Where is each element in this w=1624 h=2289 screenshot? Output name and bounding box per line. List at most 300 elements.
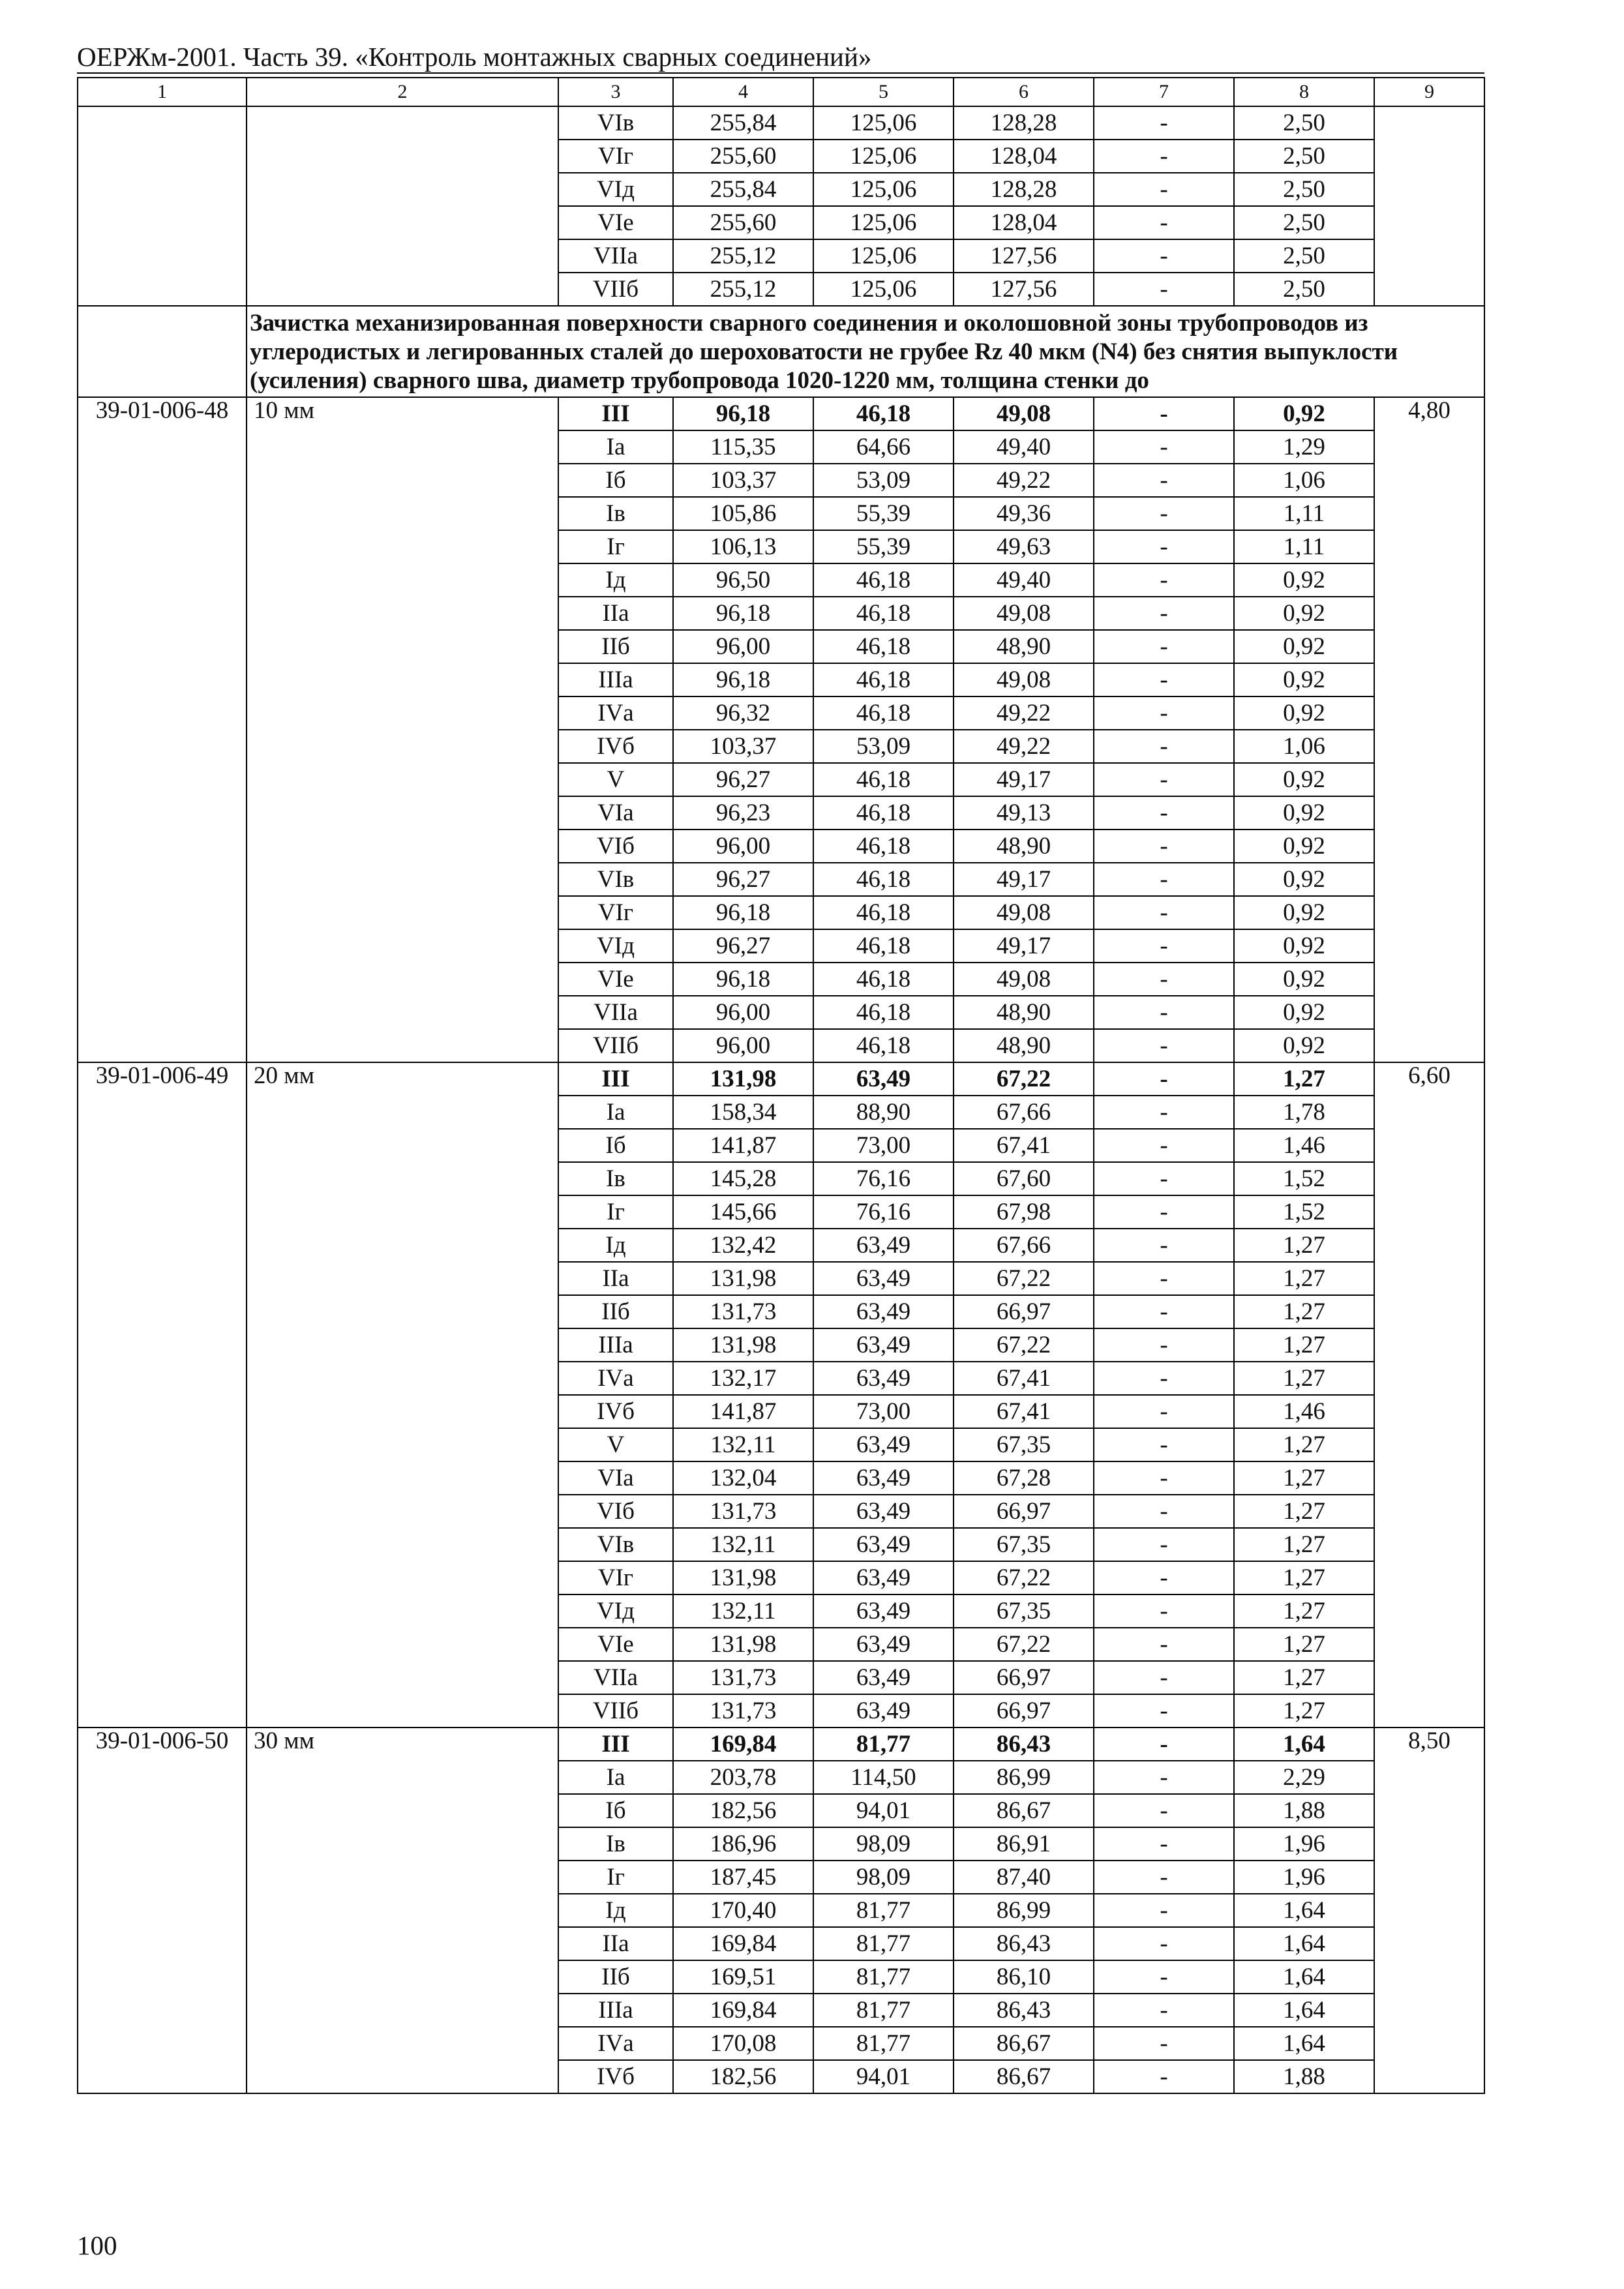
subcode-cell: IIIа [558, 1328, 673, 1362]
value-cell: 67,41 [954, 1362, 1094, 1395]
value-cell: 49,08 [954, 896, 1094, 929]
value-cell: 49,22 [954, 696, 1094, 730]
value-cell: 67,41 [954, 1129, 1094, 1162]
subcode-cell: IVа [558, 696, 673, 730]
value-cell: 66,97 [954, 1661, 1094, 1694]
value-cell: 86,67 [954, 2027, 1094, 2060]
value-cell: - [1094, 273, 1234, 306]
section-empty-cell [78, 306, 247, 397]
value-cell: 128,28 [954, 173, 1094, 206]
value-cell: 0,92 [1234, 563, 1374, 597]
subcode-cell: VIа [558, 796, 673, 830]
value-cell: 169,51 [673, 1960, 813, 1994]
value-cell: 46,18 [813, 630, 954, 663]
value-cell: 48,90 [954, 630, 1094, 663]
value-cell: - [1094, 1096, 1234, 1129]
table-row [78, 1062, 1484, 1096]
page-header-title: ОЕРЖм-2001. Часть 39. «Контроль монтажных сварных соединений» [77, 42, 872, 72]
value-cell: - [1094, 206, 1234, 239]
value-cell: - [1094, 963, 1234, 996]
value-cell: 106,13 [673, 530, 813, 563]
value-cell: 1,46 [1234, 1129, 1374, 1162]
subcode-cell: VIг [558, 140, 673, 173]
value-cell: 46,18 [813, 696, 954, 730]
value-cell: - [1094, 1195, 1234, 1229]
value-cell: 63,49 [813, 1694, 954, 1728]
subcode-cell: VIб [558, 830, 673, 863]
subcode-cell: Iа [558, 1761, 673, 1794]
value-cell: 141,87 [673, 1129, 813, 1162]
value-cell: 1,96 [1234, 1827, 1374, 1861]
subcode-cell: IIа [558, 1262, 673, 1295]
value-cell: 63,49 [813, 1661, 954, 1694]
value-cell: 86,67 [954, 2060, 1094, 2093]
wall-thickness: 20 мм [247, 1062, 558, 1728]
value-cell: 73,00 [813, 1129, 954, 1162]
subcode-cell: Iв [558, 497, 673, 530]
value-cell: - [1094, 1229, 1234, 1262]
value-cell: 128,04 [954, 140, 1094, 173]
col9-value: 4,80 [1374, 397, 1484, 1062]
value-cell: 67,28 [954, 1461, 1094, 1495]
value-cell: 94,01 [813, 2060, 954, 2093]
value-cell: 132,11 [673, 1594, 813, 1628]
subcode-cell: Iд [558, 563, 673, 597]
value-cell: 86,91 [954, 1827, 1094, 1861]
value-cell: - [1094, 663, 1234, 696]
section-title: Зачистка механизированная поверхности сварного соединения и околошовной зоны трубопроводов из углеродистых и легированных сталей до шероховатости не грубее Rz 40 мкм (N4) без снятия выпуклости (усиления) сварного шва, диаметр трубопровода 1020-1220 мм, толщина стенки до [247, 306, 1484, 397]
value-cell: 131,98 [673, 1561, 813, 1594]
value-cell: 132,11 [673, 1428, 813, 1461]
value-cell: 81,77 [813, 2027, 954, 2060]
value-cell: 96,00 [673, 996, 813, 1029]
subcode-cell: Iб [558, 464, 673, 497]
value-cell: 132,04 [673, 1461, 813, 1495]
value-cell: 125,06 [813, 140, 954, 173]
value-cell: 105,86 [673, 497, 813, 530]
subcode-cell: VIIа [558, 996, 673, 1029]
value-cell: - [1094, 1628, 1234, 1661]
value-cell: 187,45 [673, 1861, 813, 1894]
value-cell: - [1094, 929, 1234, 963]
table-row [78, 397, 1484, 430]
subcode-cell: IIIа [558, 1994, 673, 2027]
value-cell: 145,66 [673, 1195, 813, 1229]
subcode-cell: III [558, 1062, 673, 1096]
column-number: 1 [78, 78, 247, 106]
table-row [78, 1728, 1484, 1761]
value-cell: 131,98 [673, 1262, 813, 1295]
value-cell: - [1094, 1129, 1234, 1162]
value-cell: 1,11 [1234, 530, 1374, 563]
column-number: 7 [1094, 78, 1234, 106]
wall-thickness: 10 мм [247, 397, 558, 1062]
value-cell: 49,22 [954, 730, 1094, 763]
value-cell: 0,92 [1234, 597, 1374, 630]
value-cell: 66,97 [954, 1694, 1094, 1728]
value-cell: 169,84 [673, 1728, 813, 1761]
subcode-cell: V [558, 763, 673, 796]
value-cell: 128,28 [954, 106, 1094, 140]
value-cell: 132,17 [673, 1362, 813, 1395]
value-cell: - [1094, 1162, 1234, 1195]
subcode-cell: VIд [558, 929, 673, 963]
subcode-cell: VIв [558, 1528, 673, 1561]
value-cell: 114,50 [813, 1761, 954, 1794]
value-cell: - [1094, 896, 1234, 929]
value-cell: - [1094, 1528, 1234, 1561]
value-cell: 96,18 [673, 397, 813, 430]
subcode-cell: Iд [558, 1894, 673, 1927]
value-cell: 0,92 [1234, 397, 1374, 430]
value-cell: 67,22 [954, 1262, 1094, 1295]
value-cell: 132,11 [673, 1528, 813, 1561]
value-cell: 96,00 [673, 1029, 813, 1062]
value-cell: 1,46 [1234, 1395, 1374, 1428]
value-cell: 67,98 [954, 1195, 1094, 1229]
value-cell: 46,18 [813, 863, 954, 896]
value-cell: 1,64 [1234, 1728, 1374, 1761]
value-cell: 128,04 [954, 206, 1094, 239]
value-cell: 46,18 [813, 1029, 954, 1062]
value-cell: 125,06 [813, 106, 954, 140]
value-cell: 63,49 [813, 1628, 954, 1661]
subcode-cell: VIа [558, 1461, 673, 1495]
value-cell: 63,49 [813, 1428, 954, 1461]
value-cell: - [1094, 464, 1234, 497]
subcode-cell: Iа [558, 1096, 673, 1129]
value-cell: 2,50 [1234, 206, 1374, 239]
value-cell: - [1094, 1395, 1234, 1428]
value-cell: 46,18 [813, 563, 954, 597]
value-cell: 46,18 [813, 796, 954, 830]
subcode-cell: Iг [558, 1195, 673, 1229]
rate-code: 39-01-006-50 [78, 1728, 247, 2093]
value-cell: 86,67 [954, 1794, 1094, 1827]
value-cell: 0,92 [1234, 929, 1374, 963]
page-number: 100 [77, 2230, 117, 2260]
value-cell: 63,49 [813, 1495, 954, 1528]
value-cell: 1,64 [1234, 1927, 1374, 1960]
value-cell: - [1094, 530, 1234, 563]
value-cell: 49,17 [954, 863, 1094, 896]
subcode-cell: Iв [558, 1162, 673, 1195]
value-cell: 46,18 [813, 597, 954, 630]
value-cell: 255,84 [673, 173, 813, 206]
column-number: 8 [1234, 78, 1374, 106]
column-number-row [78, 78, 1484, 106]
value-cell: 2,50 [1234, 273, 1374, 306]
empty-code-cell [78, 106, 247, 306]
value-cell: 186,96 [673, 1827, 813, 1861]
subcode-cell: VIе [558, 1628, 673, 1661]
column-number: 3 [558, 78, 673, 106]
value-cell: 0,92 [1234, 763, 1374, 796]
subcode-cell: IIб [558, 1295, 673, 1328]
value-cell: 94,01 [813, 1794, 954, 1827]
value-cell: 0,92 [1234, 696, 1374, 730]
value-cell: 67,66 [954, 1229, 1094, 1262]
value-cell: 96,27 [673, 929, 813, 963]
value-cell: 2,29 [1234, 1761, 1374, 1794]
value-cell: 1,27 [1234, 1062, 1374, 1096]
value-cell: 0,92 [1234, 896, 1374, 929]
value-cell: - [1094, 173, 1234, 206]
value-cell: 63,49 [813, 1594, 954, 1628]
value-cell: - [1094, 239, 1234, 273]
value-cell: 63,49 [813, 1461, 954, 1495]
column-number: 6 [954, 78, 1094, 106]
value-cell: 67,22 [954, 1062, 1094, 1096]
subcode-cell: VIIб [558, 1029, 673, 1062]
value-cell: 1,27 [1234, 1528, 1374, 1561]
value-cell: - [1094, 1661, 1234, 1694]
table-row [78, 106, 1484, 140]
rate-code: 39-01-006-48 [78, 397, 247, 1062]
value-cell: 63,49 [813, 1229, 954, 1262]
value-cell: 125,06 [813, 239, 954, 273]
value-cell: - [1094, 1561, 1234, 1594]
value-cell: 49,40 [954, 563, 1094, 597]
value-cell: 182,56 [673, 1794, 813, 1827]
value-cell: 88,90 [813, 1096, 954, 1129]
value-cell: 0,92 [1234, 796, 1374, 830]
value-cell: - [1094, 1295, 1234, 1328]
value-cell: - [1094, 1960, 1234, 1994]
value-cell: 96,00 [673, 830, 813, 863]
value-cell: 1,78 [1234, 1096, 1374, 1129]
subcode-cell: IIб [558, 1960, 673, 1994]
subcode-cell: Iв [558, 1827, 673, 1861]
subcode-cell: VIг [558, 1561, 673, 1594]
value-cell: 46,18 [813, 830, 954, 863]
subcode-cell: Iг [558, 1861, 673, 1894]
value-cell: 63,49 [813, 1062, 954, 1096]
value-cell: 1,64 [1234, 2027, 1374, 2060]
value-cell: 1,64 [1234, 1994, 1374, 2027]
subcode-cell: IVб [558, 1395, 673, 1428]
value-cell: - [1094, 2060, 1234, 2093]
value-cell: - [1094, 1062, 1234, 1096]
section-heading-row [78, 306, 1484, 397]
value-cell: 49,08 [954, 963, 1094, 996]
value-cell: - [1094, 430, 1234, 464]
value-cell: - [1094, 763, 1234, 796]
value-cell: 63,49 [813, 1328, 954, 1362]
subcode-cell: IVа [558, 1362, 673, 1395]
value-cell: - [1094, 563, 1234, 597]
value-cell: - [1094, 1827, 1234, 1861]
value-cell: 131,73 [673, 1661, 813, 1694]
header-rule [77, 72, 1484, 74]
value-cell: 170,08 [673, 2027, 813, 2060]
value-cell: - [1094, 863, 1234, 896]
subcode-cell: VIIа [558, 239, 673, 273]
value-cell: 131,98 [673, 1628, 813, 1661]
value-cell: 0,92 [1234, 830, 1374, 863]
value-cell: 0,92 [1234, 996, 1374, 1029]
value-cell: - [1094, 1694, 1234, 1728]
value-cell: 67,35 [954, 1528, 1094, 1561]
subcode-cell: III [558, 1728, 673, 1761]
value-cell: 1,27 [1234, 1262, 1374, 1295]
value-cell: 49,40 [954, 430, 1094, 464]
value-cell: 1,64 [1234, 1960, 1374, 1994]
subcode-cell: IVб [558, 730, 673, 763]
value-cell: 67,22 [954, 1328, 1094, 1362]
value-cell: - [1094, 140, 1234, 173]
subcode-cell: Iг [558, 530, 673, 563]
value-cell: 1,27 [1234, 1661, 1374, 1694]
value-cell: 1,27 [1234, 1229, 1374, 1262]
value-cell: 0,92 [1234, 1029, 1374, 1062]
value-cell: 1,27 [1234, 1295, 1374, 1328]
value-cell: - [1094, 1927, 1234, 1960]
value-cell: 1,11 [1234, 497, 1374, 530]
value-cell: 1,96 [1234, 1861, 1374, 1894]
subcode-cell: VIе [558, 963, 673, 996]
subcode-cell: VIд [558, 173, 673, 206]
value-cell: 87,40 [954, 1861, 1094, 1894]
value-cell: 96,27 [673, 763, 813, 796]
subcode-cell: Iб [558, 1794, 673, 1827]
subcode-cell: VIв [558, 863, 673, 896]
value-cell: 255,12 [673, 273, 813, 306]
value-cell: 96,50 [673, 563, 813, 597]
value-cell: 1,27 [1234, 1362, 1374, 1395]
value-cell: 86,99 [954, 1761, 1094, 1794]
value-cell: 81,77 [813, 1994, 954, 2027]
subcode-cell: VIIа [558, 1661, 673, 1694]
value-cell: 2,50 [1234, 239, 1374, 273]
value-cell: - [1094, 1362, 1234, 1395]
value-cell: 81,77 [813, 1960, 954, 1994]
value-cell: - [1094, 830, 1234, 863]
value-cell: 86,99 [954, 1894, 1094, 1927]
value-cell: 103,37 [673, 464, 813, 497]
value-cell: - [1094, 1728, 1234, 1761]
value-cell: 67,35 [954, 1428, 1094, 1461]
value-cell: 169,84 [673, 1994, 813, 2027]
value-cell: 127,56 [954, 273, 1094, 306]
value-cell: 96,18 [673, 896, 813, 929]
subcode-cell: IIа [558, 597, 673, 630]
value-cell: 145,28 [673, 1162, 813, 1195]
value-cell: - [1094, 1328, 1234, 1362]
value-cell: 63,49 [813, 1295, 954, 1328]
value-cell: 98,09 [813, 1827, 954, 1861]
value-cell: 132,42 [673, 1229, 813, 1262]
value-cell: 67,22 [954, 1561, 1094, 1594]
value-cell: 96,32 [673, 696, 813, 730]
value-cell: 98,09 [813, 1861, 954, 1894]
value-cell: - [1094, 597, 1234, 630]
value-cell: 46,18 [813, 763, 954, 796]
value-cell: 131,73 [673, 1495, 813, 1528]
subcode-cell: IVа [558, 2027, 673, 2060]
value-cell: 81,77 [813, 1927, 954, 1960]
value-cell: 67,35 [954, 1594, 1094, 1628]
value-cell: 53,09 [813, 730, 954, 763]
value-cell: 0,92 [1234, 863, 1374, 896]
value-cell: - [1094, 730, 1234, 763]
value-cell: 86,10 [954, 1960, 1094, 1994]
subcode-cell: VIе [558, 206, 673, 239]
col9-value: 8,50 [1374, 1728, 1484, 2093]
value-cell: 96,23 [673, 796, 813, 830]
subcode-cell: IVб [558, 2060, 673, 2093]
subcode-cell: IIIа [558, 663, 673, 696]
value-cell: - [1094, 1861, 1234, 1894]
empty-col9-cell [1374, 106, 1484, 306]
value-cell: 49,63 [954, 530, 1094, 563]
value-cell: 131,98 [673, 1062, 813, 1096]
value-cell: 1,27 [1234, 1428, 1374, 1461]
value-cell: 49,13 [954, 796, 1094, 830]
value-cell: 63,49 [813, 1561, 954, 1594]
value-cell: - [1094, 1029, 1234, 1062]
value-cell: 2,50 [1234, 106, 1374, 140]
value-cell: 86,43 [954, 1994, 1094, 2027]
value-cell: 131,73 [673, 1295, 813, 1328]
value-cell: 125,06 [813, 273, 954, 306]
value-cell: 76,16 [813, 1195, 954, 1229]
value-cell: 48,90 [954, 996, 1094, 1029]
subcode-cell: Iб [558, 1129, 673, 1162]
value-cell: - [1094, 1262, 1234, 1295]
value-cell: - [1094, 106, 1234, 140]
value-cell: 255,84 [673, 106, 813, 140]
value-cell: 63,49 [813, 1528, 954, 1561]
value-cell: 125,06 [813, 206, 954, 239]
value-cell: - [1094, 1428, 1234, 1461]
value-cell: - [1094, 2027, 1234, 2060]
value-cell: - [1094, 1594, 1234, 1628]
value-cell: 86,43 [954, 1728, 1094, 1761]
value-cell: 48,90 [954, 830, 1094, 863]
value-cell: 48,90 [954, 1029, 1094, 1062]
value-cell: - [1094, 497, 1234, 530]
value-cell: 0,92 [1234, 963, 1374, 996]
value-cell: 81,77 [813, 1728, 954, 1761]
value-cell: 46,18 [813, 397, 954, 430]
value-cell: 53,09 [813, 464, 954, 497]
value-cell: 96,18 [673, 663, 813, 696]
subcode-cell: IIб [558, 630, 673, 663]
value-cell: 255,60 [673, 140, 813, 173]
col9-value: 6,60 [1374, 1062, 1484, 1728]
subcode-cell: III [558, 397, 673, 430]
value-cell: 1,06 [1234, 730, 1374, 763]
value-cell: 49,08 [954, 663, 1094, 696]
value-cell: 131,98 [673, 1328, 813, 1362]
value-cell: 1,88 [1234, 2060, 1374, 2093]
subcode-cell: VIб [558, 1495, 673, 1528]
value-cell: 96,18 [673, 963, 813, 996]
value-cell: 115,35 [673, 430, 813, 464]
value-cell: - [1094, 1761, 1234, 1794]
rates-table [77, 77, 1485, 2094]
value-cell: 0,92 [1234, 663, 1374, 696]
subcode-cell: V [558, 1428, 673, 1461]
value-cell: 73,00 [813, 1395, 954, 1428]
value-cell: 46,18 [813, 929, 954, 963]
wall-thickness: 30 мм [247, 1728, 558, 2093]
value-cell: 55,39 [813, 530, 954, 563]
value-cell: 67,22 [954, 1628, 1094, 1661]
value-cell: 81,77 [813, 1894, 954, 1927]
value-cell: 49,17 [954, 929, 1094, 963]
